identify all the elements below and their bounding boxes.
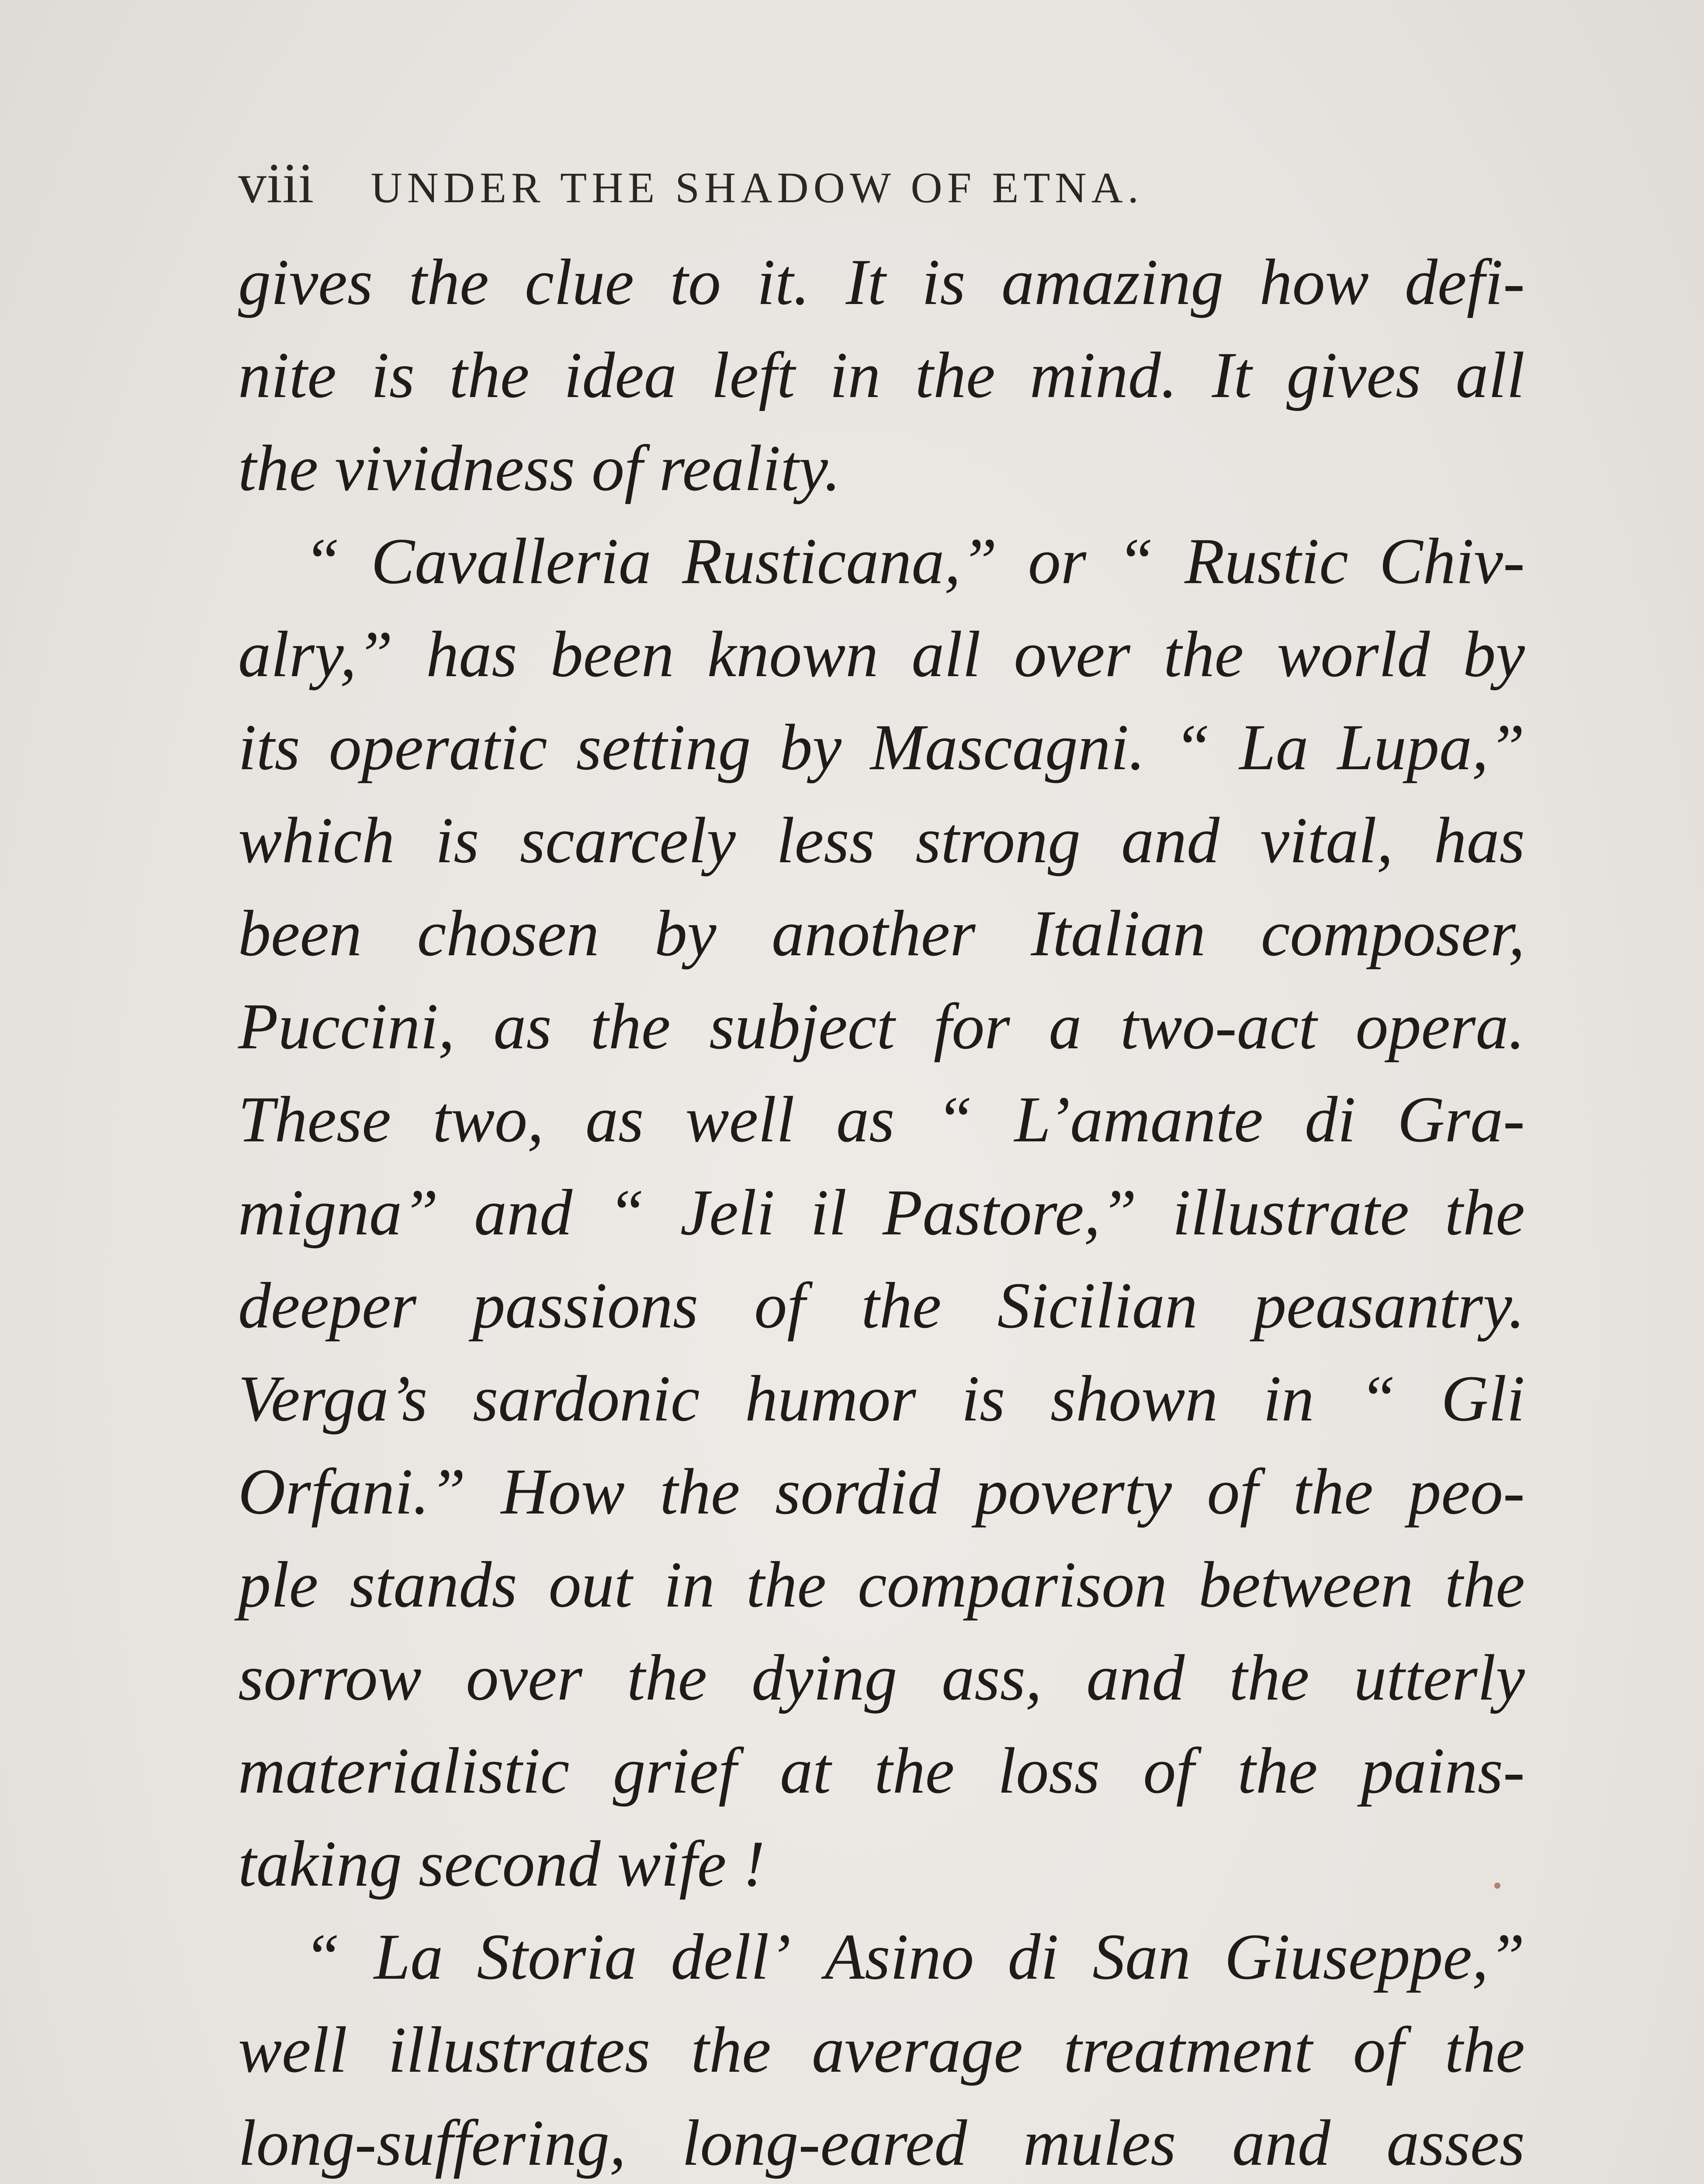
word: Jeli xyxy=(680,1176,775,1249)
word: to xyxy=(670,246,721,318)
word: less xyxy=(776,804,875,877)
text-line xyxy=(238,1175,1525,1268)
word: “ xyxy=(1174,711,1211,784)
word: di xyxy=(1305,1083,1356,1156)
word: mules xyxy=(1023,2107,1176,2179)
word: Mascagni. xyxy=(870,711,1145,784)
word: It xyxy=(845,246,886,318)
word: poverty xyxy=(975,1455,1172,1528)
word: passions xyxy=(472,1269,699,1342)
word: L’amante xyxy=(1014,1083,1263,1156)
word: comparison xyxy=(858,1548,1167,1621)
text-line xyxy=(238,2012,1525,2105)
word: Verga’s xyxy=(238,1362,428,1435)
word: out xyxy=(548,1548,633,1621)
word: “ xyxy=(936,1083,973,1156)
word: the xyxy=(1444,2014,1525,2086)
word: between xyxy=(1198,1548,1413,1621)
word: of xyxy=(1143,1735,1195,1807)
word: La xyxy=(374,1921,443,1993)
text-line xyxy=(238,1826,1525,1919)
text-line xyxy=(238,1640,1525,1733)
text-line xyxy=(238,431,1525,524)
word: the xyxy=(1229,1641,1309,1714)
word: subject xyxy=(709,990,895,1063)
word: the xyxy=(874,1735,955,1807)
text-line xyxy=(238,989,1525,1082)
word: long-suffering, xyxy=(238,2107,626,2179)
word: Rusticana,” xyxy=(682,525,997,598)
word: ! xyxy=(743,1828,765,1900)
word: and xyxy=(474,1176,573,1249)
word: reality. xyxy=(659,432,841,505)
word: in xyxy=(1263,1362,1314,1435)
word: sordid xyxy=(775,1455,940,1528)
word: Sicilian xyxy=(997,1269,1198,1342)
word: the xyxy=(1444,1176,1525,1249)
word: ass, xyxy=(942,1641,1042,1714)
word: has xyxy=(426,618,517,691)
word: world xyxy=(1277,618,1430,691)
word: dell’ xyxy=(671,1921,791,1993)
word: illustrates xyxy=(388,2014,651,2086)
word: defi- xyxy=(1405,246,1525,318)
text-line xyxy=(238,710,1525,803)
word: alry,” xyxy=(238,618,393,691)
word: San xyxy=(1092,1921,1191,1993)
word: Italian xyxy=(1031,897,1206,970)
word: Rustic xyxy=(1184,525,1349,598)
word: is xyxy=(961,1362,1005,1435)
word: gives xyxy=(1286,339,1421,411)
word: average xyxy=(811,2014,1023,2086)
word: Gra- xyxy=(1397,1083,1525,1156)
text-line xyxy=(238,1919,1525,2012)
word: by xyxy=(779,711,842,784)
word: all xyxy=(1455,339,1525,411)
word: well xyxy=(685,1083,795,1156)
word: and xyxy=(1121,804,1220,877)
word: of xyxy=(1353,2014,1404,2086)
word: a xyxy=(1049,990,1082,1063)
word: Chiv- xyxy=(1379,525,1525,598)
word: at xyxy=(780,1735,831,1807)
word: Storia xyxy=(477,1921,637,1993)
word: dying xyxy=(752,1641,897,1714)
word: Pastore,” xyxy=(882,1176,1137,1249)
word: for xyxy=(933,990,1010,1063)
word: setting xyxy=(576,711,751,784)
word: all xyxy=(911,618,981,691)
word: loss xyxy=(997,1735,1100,1807)
word: treatment xyxy=(1063,2014,1313,2086)
word: second xyxy=(418,1828,601,1900)
word: of xyxy=(754,1269,805,1342)
word: the xyxy=(746,1548,827,1621)
word: Orfani.” xyxy=(238,1455,466,1528)
word: over xyxy=(466,1641,583,1714)
word: These xyxy=(238,1083,391,1156)
word: the xyxy=(1237,1735,1318,1807)
body-text xyxy=(238,245,1525,2184)
word: deeper xyxy=(238,1269,417,1342)
text-line xyxy=(238,1361,1525,1454)
word: pains- xyxy=(1361,1735,1525,1807)
word: and xyxy=(1232,2107,1330,2179)
word: sorrow xyxy=(238,1641,422,1714)
word: its xyxy=(238,711,300,784)
word: left xyxy=(711,339,795,411)
page-header xyxy=(238,151,1540,221)
word: the xyxy=(449,339,530,411)
word: peo- xyxy=(1408,1455,1525,1528)
running-title: UNDER THE SHADOW OF ETNA. xyxy=(371,163,1143,212)
word: and xyxy=(1086,1641,1185,1714)
word: of xyxy=(1207,1455,1258,1528)
word: of xyxy=(592,432,643,505)
word: been xyxy=(238,897,362,970)
word: as xyxy=(836,1083,895,1156)
text-line xyxy=(238,617,1525,710)
text-line xyxy=(238,1082,1525,1175)
word: composer, xyxy=(1261,897,1525,970)
word: vividness xyxy=(335,432,575,505)
word: two, xyxy=(433,1083,544,1156)
word: “ xyxy=(608,1176,645,1249)
text-line xyxy=(238,896,1525,989)
word: well xyxy=(238,2014,347,2086)
word: the xyxy=(1444,1548,1525,1621)
word: amazing xyxy=(1001,246,1224,318)
word: as xyxy=(585,1083,644,1156)
word: “ xyxy=(304,1921,340,1993)
word: migna” xyxy=(238,1176,439,1249)
word: or xyxy=(1028,525,1087,598)
word: over xyxy=(1014,618,1131,691)
word: Gli xyxy=(1441,1362,1525,1435)
word: il xyxy=(810,1176,847,1249)
word: nite xyxy=(238,339,336,411)
text-line xyxy=(238,1268,1525,1361)
word: It xyxy=(1212,339,1252,411)
text-line xyxy=(238,1733,1525,1826)
word: is xyxy=(921,246,966,318)
word: “ xyxy=(1117,525,1154,598)
word: shown xyxy=(1050,1362,1218,1435)
word: opera. xyxy=(1355,990,1525,1063)
word: Cavalleria xyxy=(371,525,651,598)
word: “ xyxy=(304,525,340,598)
word: vital, xyxy=(1260,804,1393,877)
page-number: viii xyxy=(238,152,314,215)
text-line xyxy=(238,803,1525,896)
word: strong xyxy=(915,804,1081,877)
word: La xyxy=(1239,711,1309,784)
word: been xyxy=(550,618,674,691)
word: “ xyxy=(1359,1362,1396,1435)
text-line xyxy=(238,245,1525,338)
word: by xyxy=(654,897,717,970)
word: humor xyxy=(745,1362,916,1435)
word: by xyxy=(1463,618,1525,691)
word: utterly xyxy=(1354,1641,1525,1714)
word: idea xyxy=(564,339,677,411)
word: the xyxy=(238,432,319,505)
word: chosen xyxy=(417,897,599,970)
word: another xyxy=(772,897,976,970)
text-line xyxy=(238,1547,1525,1640)
word: Asino xyxy=(824,1921,974,1993)
word: two-act xyxy=(1120,990,1317,1063)
paper-speck xyxy=(1494,1883,1500,1889)
word: peasantry. xyxy=(1254,1269,1525,1342)
word: wife xyxy=(617,1828,727,1900)
word: the xyxy=(409,246,489,318)
word: known xyxy=(707,618,879,691)
word: the xyxy=(660,1455,740,1528)
word: materialistic xyxy=(238,1735,570,1807)
word: asses xyxy=(1386,2107,1525,2179)
word: gives xyxy=(238,246,373,318)
word: taking xyxy=(238,1828,402,1900)
word: How xyxy=(501,1455,625,1528)
word: grief xyxy=(613,1735,737,1807)
word: as xyxy=(493,990,552,1063)
word: the xyxy=(1293,1455,1373,1528)
word: long-eared xyxy=(682,2107,967,2179)
text-line xyxy=(238,1454,1525,1547)
word: in xyxy=(664,1548,715,1621)
word: mind. xyxy=(1029,339,1178,411)
word: the xyxy=(590,990,671,1063)
word: clue xyxy=(525,246,634,318)
word: operatic xyxy=(329,711,547,784)
word: the xyxy=(861,1269,942,1342)
word: ple xyxy=(238,1548,319,1621)
text-line xyxy=(238,2105,1525,2184)
word: di xyxy=(1008,1921,1059,1993)
word: the xyxy=(1164,618,1244,691)
text-line xyxy=(238,338,1525,431)
word: the xyxy=(691,2014,771,2086)
word: the xyxy=(915,339,995,411)
word: the xyxy=(627,1641,707,1714)
word: which xyxy=(238,804,395,877)
word: Lupa,” xyxy=(1337,711,1525,784)
word: stands xyxy=(350,1548,517,1621)
word: Giuseppe,” xyxy=(1224,1921,1525,1993)
word: is xyxy=(435,804,479,877)
word: sardonic xyxy=(472,1362,700,1435)
word: illustrate xyxy=(1172,1176,1410,1249)
word: how xyxy=(1259,246,1369,318)
word: Puccini, xyxy=(238,990,455,1063)
word: in xyxy=(829,339,881,411)
word: scarcely xyxy=(520,804,736,877)
text-line xyxy=(238,524,1525,617)
word: has xyxy=(1434,804,1525,877)
word: is xyxy=(371,339,415,411)
word: it. xyxy=(757,246,810,318)
